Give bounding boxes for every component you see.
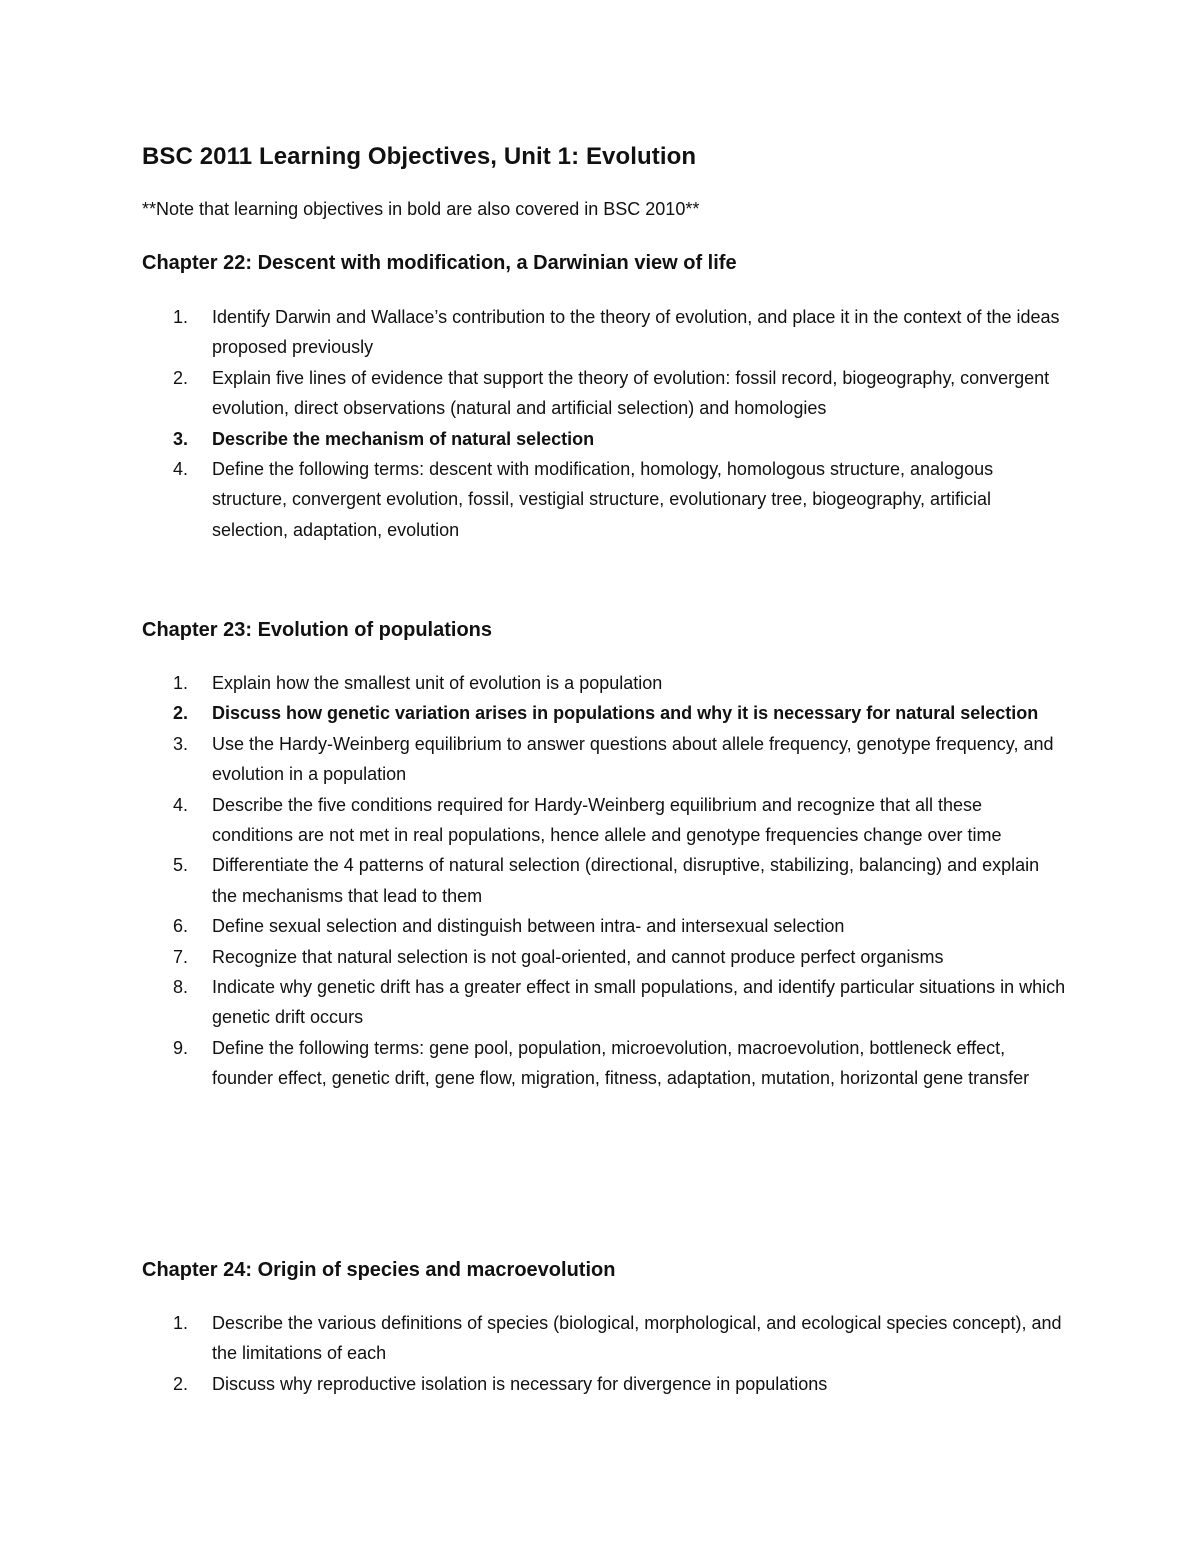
objective-item — [0, 1033, 1067, 1094]
chapter-23-heading: Chapter 23: Evolution of populations — [142, 619, 492, 641]
objective-number: 4. — [173, 459, 189, 480]
objective-text: Describe the mechanism of natural selection — [212, 428, 595, 449]
objective-number: 7. — [173, 946, 189, 967]
objective-text: Identify Darwin and Wallace’s contribution to the theory of evolution, and place it in the context of the ideas proposed previously — [212, 307, 1060, 358]
objective-number: 9. — [173, 1037, 189, 1058]
objective-text: Differentiate the 4 patterns of natural selection (directional, disruptive, stabilizing, balancing) and explain the mechanisms that lead to them — [212, 855, 1040, 906]
objective-number: 5. — [173, 855, 189, 876]
objective-number: 4. — [173, 794, 189, 815]
objective-number: 3. — [173, 428, 189, 449]
objective-item — [0, 668, 1067, 698]
objective-item — [0, 850, 1067, 911]
objective-number: 1. — [173, 1313, 189, 1333]
objective-item — [0, 363, 1067, 424]
objective-number: 2. — [173, 367, 189, 388]
objective-item — [0, 972, 1067, 1033]
objective-text: Explain five lines of evidence that support the theory of evolution: fossil record, biogeography, convergent evolution, direct observations (natural and artificial selection) and homologies — [212, 367, 1050, 419]
objective-text: Describe the various definitions of species (biological, morphological, and ecological species concept), and the limitations of each — [212, 1313, 1062, 1364]
chapter-23-objectives — [0, 668, 1200, 1094]
objective-text: Describe the five conditions required for Hardy-Weinberg equilibrium and recognize that all these conditions are not met in real populations, hence allele and genotype frequencies change over time — [212, 794, 1002, 846]
bold-objectives-note: **Note that learning objectives in bold are also covered in BSC 2010** — [142, 199, 700, 219]
objective-item — [0, 942, 1067, 972]
objective-number: 8. — [173, 977, 189, 998]
objective-number: 3. — [173, 733, 189, 754]
objective-item — [0, 729, 1067, 790]
objective-item — [0, 698, 1067, 728]
objective-item — [0, 1369, 1067, 1399]
objective-text: Define sexual selection and distinguish between intra- and intersexual selection — [212, 916, 845, 937]
objective-text: Discuss how genetic variation arises in populations and why it is necessary for natural selection — [212, 703, 1039, 724]
objective-text: Explain how the smallest unit of evolution is a population — [212, 673, 663, 693]
objective-number: 6. — [173, 916, 189, 937]
objective-text: Use the Hardy-Weinberg equilibrium to answer questions about allele frequency, genotype frequency, and evolution in a population — [212, 733, 1054, 785]
chapter-22-objectives — [0, 302, 1200, 545]
chapter-24-heading: Chapter 24: Origin of species and macroevolution — [142, 1259, 616, 1281]
objective-text: Indicate why genetic drift has a greater effect in small populations, and identify particular situations in which genetic drift occurs — [212, 977, 1066, 1028]
objective-item — [0, 911, 1067, 941]
objective-item — [0, 790, 1067, 851]
objective-item — [0, 424, 1067, 454]
objective-text: Define the following terms: gene pool, population, microevolution, macroevolution, bottleneck effect, founder effect, genetic drift, gene flow, migration, fitness, adaptation, mutation, horizontal gene transfer — [212, 1037, 1030, 1089]
objective-text: Discuss why reproductive isolation is necessary for divergence in populations — [212, 1373, 828, 1394]
objective-item — [0, 1308, 1067, 1369]
objective-item — [0, 302, 1067, 363]
objective-number: 2. — [173, 1373, 189, 1394]
objective-text: Define the following terms: descent with modification, homology, homologous structure, analogous structure, convergent evolution, fossil, vestigial structure, evolutionary tree, biogeography, artificial selection, adaptation, evolution — [212, 459, 994, 540]
document-title: BSC 2011 Learning Objectives, Unit 1: Evolution — [142, 143, 697, 170]
objective-number: 1. — [173, 307, 189, 327]
chapter-24-objectives — [0, 1308, 1200, 1399]
objective-number: 2. — [173, 703, 189, 724]
objective-item — [0, 454, 1067, 545]
objective-text: Recognize that natural selection is not goal-oriented, and cannot produce perfect organisms — [212, 946, 944, 967]
chapter-22-heading: Chapter 22: Descent with modification, a Darwinian view of life — [142, 252, 737, 274]
objective-number: 1. — [173, 673, 189, 693]
